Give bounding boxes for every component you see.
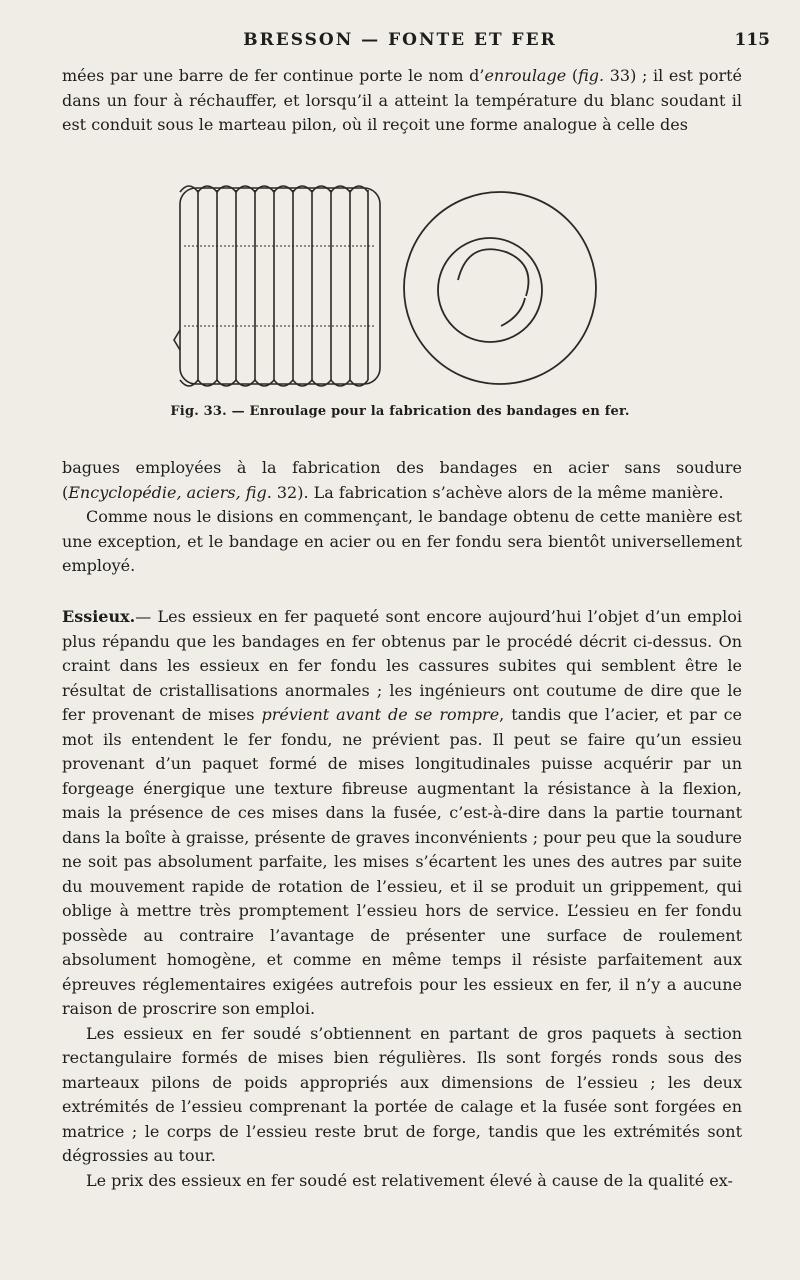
top-paragraph <box>62 64 742 138</box>
italic-reference: Encyclopédie, aciers, fig. <box>68 482 272 502</box>
essieux-section <box>62 605 742 1193</box>
italic-term: enroulage <box>484 66 567 85</box>
figure-caption: Fig. 33. — Enroulage pour la fabrication des bandages en fer. <box>170 404 630 419</box>
paragraph-prix: Le prix des essieux en fer soudé est relativement élevé à cause de la qualité ex- <box>86 1170 733 1190</box>
coil-bundle-drawing <box>174 186 380 386</box>
paragraph-exception: Comme nous le disions en commençant, le bandage obtenu de cette manière est une exception, et le bandage en acier ou en fer fondu sera bientôt universellement employé. <box>62 507 742 575</box>
enroulage-illustration <box>160 180 630 400</box>
text-run: mées par une barre de fer continue porte le nom d’ <box>62 66 485 85</box>
text-run: — Les essieux en fer paqueté sont encore aujourd’hui l’objet d’un emploi plus répandu que les bandages en fer obtenus par le procédé décrit ci-dessus. On craint dans les essieux en fer fondu les cassures subites qui semblent être le résultat de cristallisations anormales ; les ingénieurs ont coutume de dire que le fer provenant de mises <box>62 607 742 724</box>
paragraph-fer-soude: Les essieux en fer soudé s’obtiennent en partant de gros paquets à section rectangulaire formés de mises bien régulières. Ils sont forgés ronds sous des marteaux pilons de poids appropriés aux dimensions de l’essieu ; les deux extrémités de l’essieu comprenant la portée de calage et la fusée sont forgées en matrice ; le corps de l’essieu reste brut de forge, tandis que les extrémités sont dégrossies au tour. <box>62 1023 742 1165</box>
spiral-ring-drawing <box>404 192 596 384</box>
figure-33 <box>160 180 630 400</box>
section-heading: Essieux. <box>62 607 136 626</box>
text-run: bagues employées à la fabrication des bandages en acier sans soudure ( <box>62 458 742 502</box>
running-head: BRESSON — FONTE ET FER <box>243 30 557 50</box>
text-run: ( <box>566 66 579 85</box>
text-run: 32). La fabrication s’achève alors de la même manière. <box>271 482 724 502</box>
text-run: 33) ; il est porté dans un four à réchauffer, et lorsqu’il a atteint la température du blanc soudant il est conduit sous le marteau pilon, où il reçoit une forme analogue à celle des <box>62 66 743 134</box>
italic-quote: prévient avant de se rompre <box>261 705 500 724</box>
paragraph-after-figure <box>62 456 742 579</box>
page-header <box>0 30 800 54</box>
italic-ref: fig. <box>578 66 605 85</box>
page-number: 115 <box>734 30 770 50</box>
text-run: , tandis que l’acier, et par ce mot ils entendent le fer fondu, ne prévient pas. Il peut se faire qu’un essieu provenant d’un paquet formé de mises longitudinales puisse acquérir par un forgeage énergique une texture fibreuse augmentant la résistance à la flexion, mais la présence de ces mises dans la fusée, c’est-à-dire dans la partie tournant dans la boîte à graisse, présente de graves inconvénients ; pour peu que la soudure ne soit pas absolument parfaite, les mises s’écartent les unes des autres par suite du mouvement rapide de rotation de l’essieu, et il se produit un grippement, qui oblige à mettre très promptement l’essieu hors de service. L’essieu en fer fondu possède au contraire l’avantage de présenter une surface de roulement absolument homogène, et comme en même temps il résiste parfaitement aux épreuves réglementaires exigées autrefois pour les essieux en fer, il n’y a aucune raison de proscrire son emploi. <box>62 705 743 1018</box>
